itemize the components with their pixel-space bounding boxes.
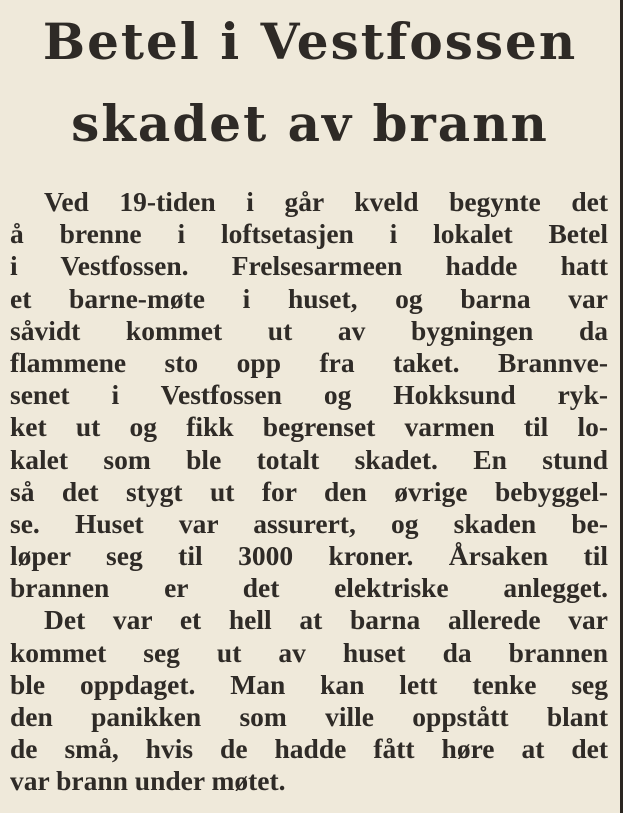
headline-line-2: skadet av brann [71, 94, 549, 153]
text-line: så det stygt ut for den øvrige bebyggel- [10, 475, 608, 507]
text-line: i Vestfossen. Frelsesarmeen hadde hatt [10, 250, 608, 282]
text-line: kommet seg ut av huset da brannen [10, 636, 608, 668]
paragraph-1 [10, 186, 608, 604]
article-body [10, 186, 608, 798]
text-line: løper seg til 3000 kroner. Årsaken til [10, 540, 608, 572]
text-line: såvidt kommet ut av bygningen da [10, 314, 608, 346]
text-line: å brenne i loftsetasjen i lokalet Betel [10, 218, 608, 250]
headline [0, 12, 620, 153]
text-line: den panikken som ville oppstått blant [10, 701, 608, 732]
text-line: Ved 19-tiden i går kveld begynte det [44, 186, 608, 217]
text-line: senet i Vestfossen og Hokksund ryk- [10, 379, 608, 411]
text-line: brannen er det elektriske anlegget. [10, 572, 608, 604]
text-line: de små, hvis de hadde fått høre at det [10, 733, 608, 765]
text-line: et barne-møte i huset, og barna var [10, 282, 608, 314]
text-line: flammene sto opp fra taket. Brannve- [10, 346, 608, 378]
text-line: ble oppdaget. Man kan lett tenke seg [10, 668, 608, 700]
headline-line-1: Betel i Vestfossen [42, 12, 578, 71]
text-line: kalet som ble totalt skadet. En stund [10, 443, 608, 475]
text-line: ket ut og fikk begrenset varmen til lo- [10, 411, 608, 443]
paragraph-2 [10, 604, 608, 797]
text-line: var brann under møtet. [10, 765, 286, 797]
text-line: Det var et hell at barna allerede var [44, 604, 608, 636]
text-line: se. Huset var assurert, og skaden be- [10, 507, 608, 539]
